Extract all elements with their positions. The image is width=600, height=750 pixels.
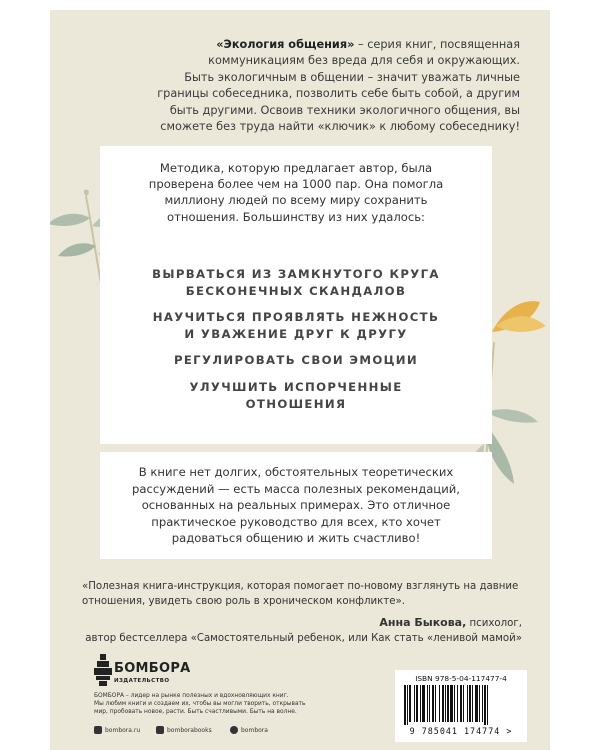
- description-line: рассуждений — есть масса полезных рекомендаций,: [132, 481, 460, 496]
- benefit-item: [100, 379, 492, 412]
- barcode-bar: [479, 685, 480, 722]
- barcode-bar: [422, 685, 425, 722]
- barcode-bar: [450, 685, 453, 722]
- social-label: bombora.ru: [105, 726, 141, 734]
- barcode-bar: [482, 685, 483, 722]
- intro-line: границы собеседника, позволить себе быть собой, а другим: [157, 87, 520, 101]
- barcode-bar: [420, 685, 421, 722]
- globe-icon: [94, 726, 102, 734]
- barcode-bar: [427, 685, 428, 722]
- benefit-item: [100, 309, 492, 342]
- barcode-bar: [445, 685, 446, 722]
- barcode-bar: [442, 685, 444, 722]
- book-back-cover: [50, 10, 550, 750]
- method-line: Методика, которую предлагает автор, была: [159, 161, 433, 175]
- benefit-line: РЕГУЛИРОВАТЬ СВОИ ЭМОЦИИ: [173, 353, 419, 368]
- social-vk[interactable]: [156, 726, 212, 734]
- social-website[interactable]: [94, 726, 140, 734]
- social-telegram[interactable]: [230, 726, 268, 734]
- intro-line: сможете без труда найти «ключик» к любому собеседнику!: [160, 120, 520, 134]
- benefit-line: УЛУЧШИТЬ ИСПОРЧЕННЫЕ: [189, 379, 403, 394]
- barcode-bar: [457, 685, 458, 722]
- author-credit: автор бестселлера «Самостоятельный ребенок, или Как стать «ленивой мамой»: [85, 633, 522, 644]
- isbn-text: ISBN 978-5-04-117477-4: [415, 674, 507, 683]
- telegram-icon: [230, 726, 238, 734]
- barcode-bar: [439, 685, 440, 722]
- publisher-description: [94, 692, 394, 717]
- intro-line: коммуникациям без вреда для себя и окружающих.: [208, 54, 520, 68]
- review-quote: [82, 580, 522, 609]
- barcode-box: [395, 670, 527, 742]
- publisher-name: БОМБОРА: [114, 661, 191, 676]
- publisher-logo: [94, 654, 244, 694]
- barcode-bar: [475, 685, 478, 722]
- quote-line: «Полезная книга-инструкция, которая помогает по-новому взглянуть на давние: [82, 581, 519, 592]
- barcode-bar: [469, 685, 471, 722]
- method-line: миллиону людей по всему миру сохранить: [164, 193, 428, 208]
- barcode-bar: [404, 685, 406, 725]
- author-name-line: [82, 615, 522, 631]
- description-line: практическое руководство для всех, кто хочет: [151, 514, 441, 529]
- author-name: Анна Быкова,: [379, 616, 467, 629]
- barcode-bar: [409, 685, 411, 722]
- barcode-bar: [416, 685, 418, 722]
- barcode-bar: [467, 685, 468, 722]
- barcode-bar: [429, 685, 430, 722]
- author-role: психолог,: [466, 618, 522, 629]
- quote-line: отношения, увидеть свою роль в хроническом конфликте».: [82, 595, 405, 607]
- intro-line-1: [80, 37, 520, 53]
- method-text: [100, 160, 492, 225]
- barcode-bar: [447, 685, 449, 722]
- vk-icon: [156, 726, 164, 734]
- barcode-bar: [484, 685, 486, 725]
- method-line: отношения. Большинству из них удалось:: [167, 209, 425, 224]
- benefit-line: И УВАЖЕНИЕ ДРУГ К ДРУГУ: [184, 326, 408, 341]
- series-intro: [80, 37, 520, 135]
- barcode-bar: [487, 685, 488, 725]
- barcode-bar: [460, 685, 462, 722]
- publisher-social-links: [94, 726, 344, 738]
- intro-line-1-rest: – серия книг, посвященная: [354, 38, 520, 51]
- description-line: основанных на реальных примерах. Это отличное: [141, 498, 451, 513]
- barcode-bar: [435, 685, 436, 722]
- quote-author: [82, 615, 522, 646]
- barcode-bar: [454, 685, 455, 722]
- barcode-digits: 9 785041 174774 >: [409, 726, 513, 736]
- series-title: «Экология общения»: [216, 38, 355, 51]
- social-label: bomborabooks: [167, 726, 212, 734]
- barcode-bar: [472, 685, 473, 722]
- benefit-line: ВЫРВАТЬСЯ ИЗ ЗАМКНУТОГО КРУГА: [152, 267, 440, 281]
- publisher-subtitle: ИЗДАТЕЛЬСТВО: [114, 678, 170, 684]
- method-line: проверена более чем на 1000 пар. Она помогла: [148, 177, 444, 192]
- intro-line: быть другими. Освоив техники экологичного общения, вы: [169, 103, 520, 117]
- benefit-line: ОТНОШЕНИЯ: [245, 396, 347, 411]
- publisher-description-line: мир, пробовать новое, расти. Быть счастливыми. Быть на волне.: [94, 709, 297, 716]
- social-label: bombora: [241, 726, 268, 734]
- method-panel: [100, 146, 492, 444]
- barcode-bar: [407, 685, 408, 725]
- barcode-bar: [432, 685, 434, 722]
- publisher-description-line: БОМБОРА – лидер на рынке полезных и вдохновляющих книг.: [94, 693, 289, 699]
- description-line: В книге нет долгих, обстоятельных теоретических: [138, 465, 454, 479]
- benefit-line: БЕСКОНЕЧНЫХ СКАНДАЛОВ: [185, 283, 407, 298]
- publisher-description-line: Мы любим книги и создаем их, чтобы вы могли творить, открывать: [94, 701, 306, 708]
- bombora-logo-icon: [94, 654, 112, 686]
- barcode-bar: [414, 685, 415, 722]
- description-text: [100, 464, 492, 547]
- intro-line: Быть экологичным в общении – значит уважать личные: [184, 70, 520, 84]
- benefits-list: [100, 266, 492, 422]
- barcode-bars: [402, 685, 520, 725]
- description-panel: [100, 452, 492, 559]
- benefit-item: [100, 352, 492, 369]
- benefit-line: НАУЧИТЬСЯ ПРОЯВЛЯТЬ НЕЖНОСТЬ: [152, 310, 440, 325]
- benefit-item: [100, 266, 492, 299]
- description-line: радоваться общению и жить счастливо!: [171, 531, 421, 546]
- barcode-bar: [463, 685, 464, 722]
